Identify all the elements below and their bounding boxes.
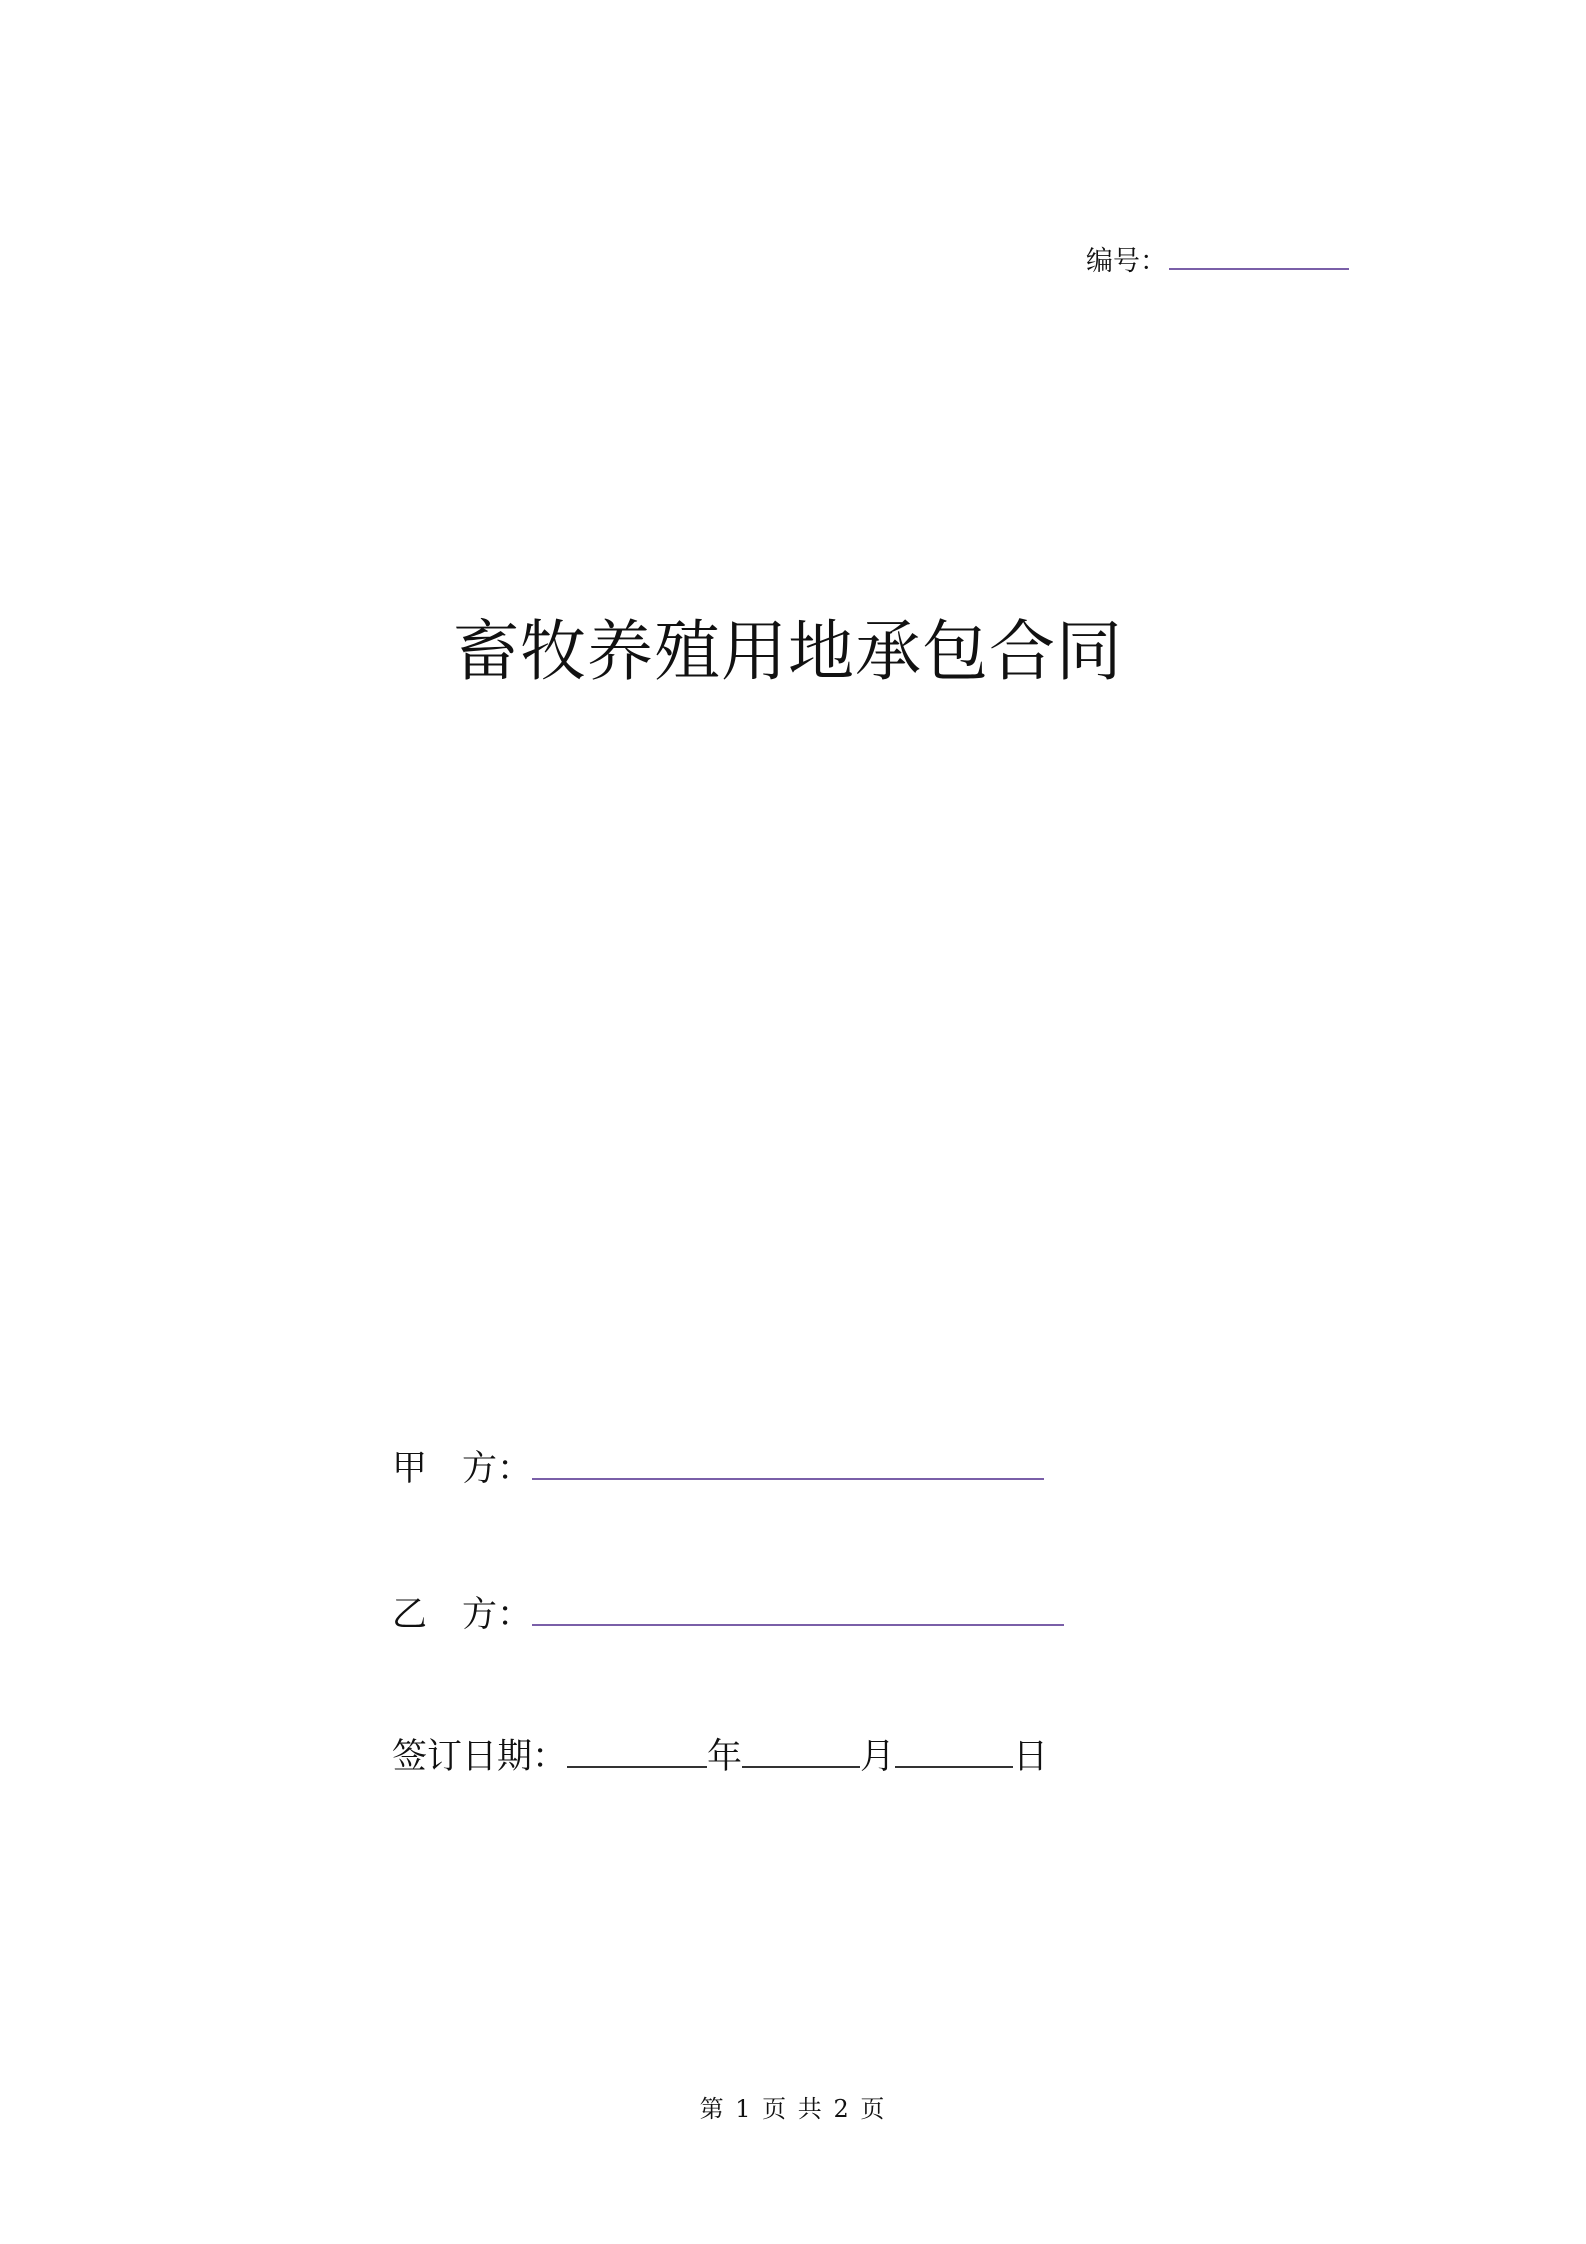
day-blank <box>895 1732 1013 1768</box>
sign-date-label: 签订日期： <box>392 1737 568 1777</box>
party-b-blank <box>532 1590 1064 1626</box>
party-a-row <box>392 1444 1044 1492</box>
page-footer: 第 1 页 共 2 页 <box>699 2095 887 2123</box>
day-label: 日 <box>1013 1737 1049 1777</box>
contract-title: 畜牧养殖用地承包合同 <box>453 613 1123 690</box>
month-label: 月 <box>860 1737 896 1777</box>
month-blank <box>742 1732 860 1768</box>
party-a-label: 甲 方： <box>392 1449 533 1489</box>
serial-number-row <box>1086 242 1349 280</box>
sign-date-row <box>392 1732 1048 1780</box>
year-label: 年 <box>707 1737 743 1777</box>
party-a-blank <box>532 1444 1044 1480</box>
serial-number-blank <box>1169 242 1349 270</box>
party-b-row <box>392 1590 1064 1638</box>
party-b-label: 乙 方： <box>392 1595 533 1635</box>
year-blank <box>567 1732 707 1768</box>
serial-number-label: 编号： <box>1086 246 1167 277</box>
